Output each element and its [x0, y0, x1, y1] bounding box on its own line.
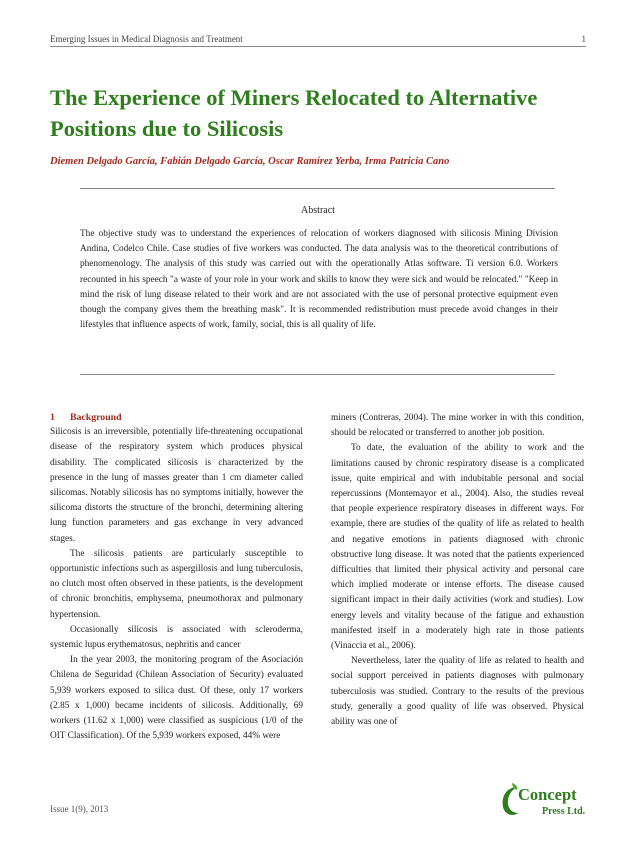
right-column	[331, 411, 584, 730]
paragraph: In the year 2003, the monitoring program of the Asociación Chilena de Seguridad (Chilean Association of Security) evaluated 5,939 workers exposed to silica dust. Of these, only 17 workers (2.85 x 1,000) became incidents of silicosis. Additionally, 69 workers (11.62 x 1,000) were classified as suspicious (1/0 of the OIT Classification). Of the 5,939 workers exposed, 44% were	[50, 655, 303, 742]
paragraph: Occasionally silicosis is associated with scleroderma, systemic lupus erythematosus, nephritis and cancer	[50, 624, 303, 651]
abstract-top-rule	[80, 188, 555, 189]
section-title: Background	[70, 412, 122, 423]
author-list: Diemen Delgado García, Fabián Delgado García, Oscar Ramírez Yerba, Irma Patricia Cano	[50, 156, 450, 167]
journal-name: Emerging Issues in Medical Diagnosis and Treatment	[50, 34, 243, 44]
issue-label: Issue 1(9), 2013	[50, 804, 109, 814]
abstract-text: The objective study was to understand the experiences of relocation of workers diagnosed with silicosis Mining Division Andina, Codelco Chile. Case studies of five workers was conducted. The data analysis was to the theoretical contributions of phenomenology. The analysis of this study was carried out with the operationally Atlas software. Ti version 6.0. Workers recounted in his speech "a waste of your role in your work and skills to know they were sick and would be relocated." "Keep in mind the risk of lung disease related to their work and are not associated with the use of personal protective equipment even though the company gives them the breathing mask". It is recommended redistribution must precede avoid changes in their lifestyles that influence aspects of work, family, social, this is all quality of life.	[80, 229, 558, 331]
paragraph: To date, the evaluation of the ability to work and the limitations caused by chronic respiratory disease is a complicated issue, quite empirical and with indubitable personal and social repercussions (Montemayor et al., 2004). Also, the studies reveal that people experience respiratory diseases in different ways. For example, there are studies of the quality of life as related to health and negative emotions in patients diagnosed with chronic obstructive lung disease. It was noted that the patients experienced difficulties that limited their physical activity and personal care which implied moderate or intense efforts. The disease caused significant impact in their daily activities (work and studies). Low energy levels and vitality because of the fatigue and exhaustion manifested itself in a moderately high rate in those patients (Vinaccia et al., 2006).	[331, 443, 584, 652]
abstract-bottom-rule	[80, 374, 555, 375]
paragraph: Silicosis is an irreversible, potentially life-threatening occupational disease of the respiratory system which produces physical disability. The complicated silicosis is characterized by the presence in the lung of masses greater than 1 cm diameter called silicomas. Notably silicosis has no symptoms initially, however the silicoma distorts the structure of the bronchi, determining altering lung function parameters and gas exchange in very advanced stages.	[50, 427, 303, 544]
publisher-logo	[498, 781, 598, 827]
left-column	[50, 410, 303, 744]
logo-name: Concept	[518, 785, 577, 804]
section-number: 1	[50, 412, 55, 423]
paper-title: The Experience of Miners Relocated to Alternative Positions due to Silicosis	[50, 85, 538, 141]
paragraph: The silicosis patients are particularly susceptible to opportunistic infections such as aspergillosis and lung tuberculosis, no clutch most often observed in these patients, is the development of chronic bronchitis, emphysema, pneumothorax and pulmonary hypertension.	[50, 548, 303, 620]
abstract-heading: Abstract	[301, 205, 335, 216]
running-header	[50, 34, 586, 44]
header-rule	[50, 46, 586, 47]
paragraph: Nevertheless, later the quality of life as related to health and social support perceived in patients diagnoses with pulmonary tuberculosis was studied. Contrary to the results of the previous study, generally a good quality of life was observed. Physical ability was one of	[331, 656, 584, 728]
paragraph: miners (Contreras, 2004). The mine worker in with this condition, should be relocated or transferred to another job position.	[331, 413, 584, 439]
page-number: 1	[581, 34, 586, 44]
logo-subtitle: Press Ltd.	[542, 806, 586, 817]
section-heading	[50, 410, 303, 425]
